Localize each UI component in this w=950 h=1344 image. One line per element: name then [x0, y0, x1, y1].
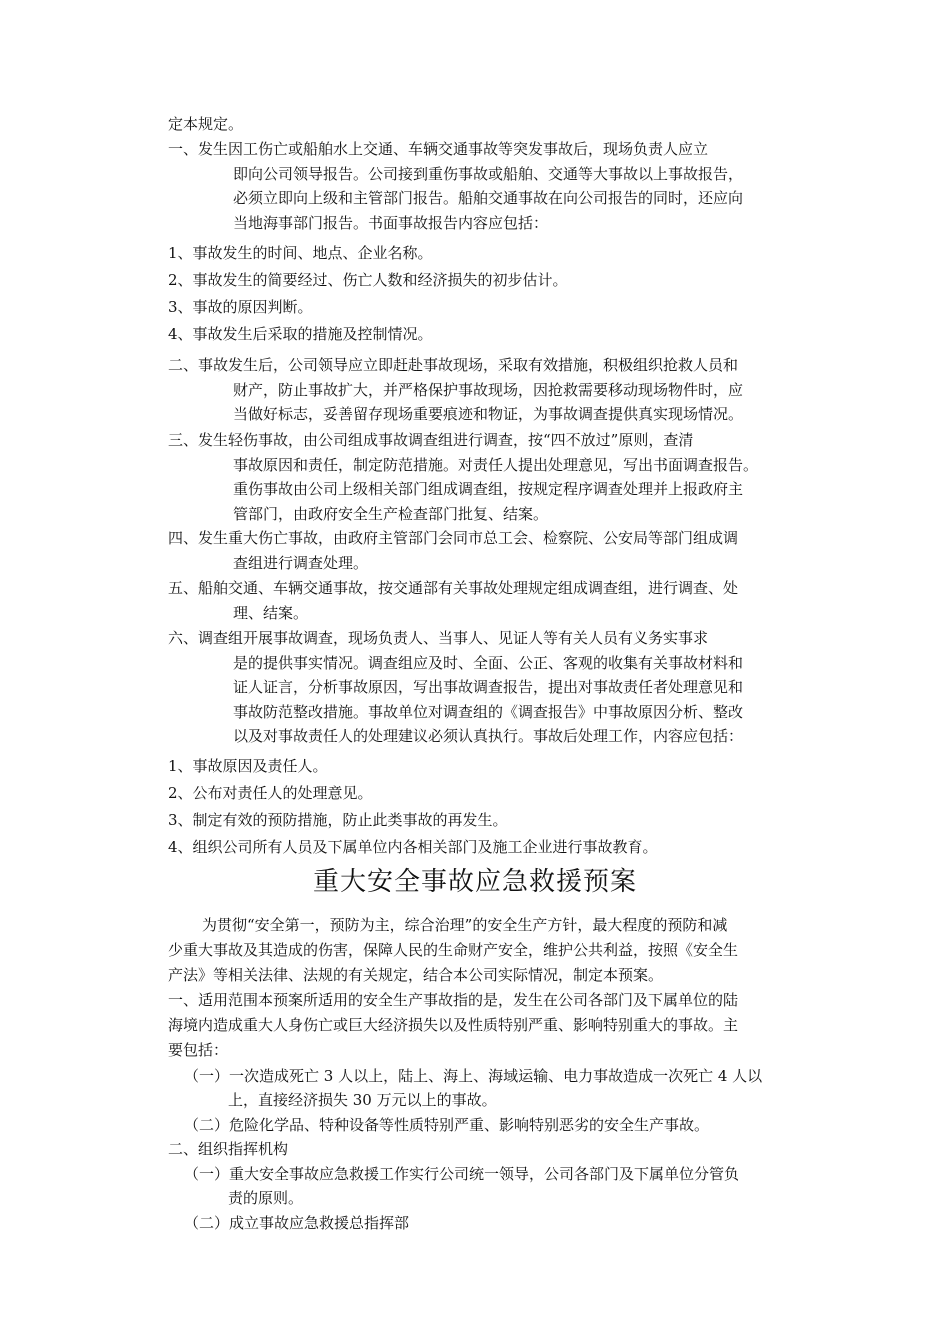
- scope-item-1: [184, 1064, 834, 1112]
- scope-item-line: （一）一次造成死亡 3 人以上，陆上、海上、海域运输、电力事故造成一次死亡 4 人以: [184, 1067, 763, 1085]
- section-title: 重大安全事故应急救援预案: [312, 867, 637, 897]
- scope-line: 一、适用范围本预案所适用的安全生产事故指的是，发生在公司各部门及下属单位的陆: [168, 991, 739, 1009]
- clause-4-line: 四、发生重大伤亡事故，由政府主管部门会同市总工会、检察院、公安局等部门组成调: [168, 529, 739, 547]
- clause-2-line: 二、事故发生后，公司领导应立即赶赴事故现场，采取有效措施，积极组织抢救人员和: [168, 356, 739, 374]
- clause-3-line: 管部门，由政府安全生产检查部门批复、结案。: [233, 504, 549, 523]
- scope-line: 海境内造成重大人身伤亡或巨大经济损失以及性质特别严重、影响特别重大的事故。主: [168, 1016, 739, 1034]
- report-item: 3、事故的原因判断。: [168, 298, 313, 316]
- org-item-1: [184, 1162, 834, 1210]
- org-item-line: （二）成立事故应急救援总指挥部: [184, 1214, 410, 1232]
- clause-3: [168, 428, 828, 526]
- aftermath-item: 4、组织公司所有人员及下属单位内各相关部门及施工企业进行事故教育。: [168, 838, 658, 856]
- preamble-line: 少重大事故及其造成的伤害，保障人民的生命财产安全，维护公共利益，按照《安全生: [168, 941, 739, 959]
- intro-tail: 定本规定。: [168, 115, 244, 133]
- clause-2-line: 当做好标志，妥善留存现场重要痕迹和物证，为事故调查提供真实现场情况。: [233, 405, 744, 423]
- aftermath-item: 2、公布对责任人的处理意见。: [168, 784, 373, 802]
- scope-item-line: 上，直接经济损失 30 万元以上的事故。: [228, 1091, 497, 1109]
- clause-2-line: 财产，防止事故扩大，并严格保护事故现场，因抢救需要移动现场物件时，应: [233, 380, 744, 399]
- clause-4-line: 查组进行调查处理。: [233, 553, 369, 572]
- clause-1-line: 必须立即向上级和主管部门报告。船舶交通事故在向公司报告的同时，还应向: [233, 189, 744, 207]
- clause-1-line: 一、发生因工伤亡或船舶水上交通、车辆交通事故等突发事故后，现场负责人应立: [168, 140, 709, 158]
- clause-5: [168, 576, 828, 625]
- clause-2: [168, 353, 828, 427]
- clause-3-line: 事故原因和责任，制定防范措施。对责任人提出处理意见，写出书面调查报告。: [233, 455, 759, 474]
- clause-1-line: 当地海事部门报告。书面事故报告内容应包括：: [233, 213, 549, 232]
- clause-6-line: 六、调查组开展事故调查，现场负责人、当事人、见证人等有关人员有义务实事求: [168, 629, 709, 647]
- clause-1-line: 即向公司领导报告。公司接到重伤事故或船舶、交通等大事故以上事故报告，: [233, 164, 744, 183]
- aftermath-item: 3、制定有效的预防措施，防止此类事故的再发生。: [168, 811, 508, 829]
- preamble-line: 为贯彻“安全第一，预防为主，综合治理”的安全生产方针，最大程度的预防和减: [202, 916, 728, 934]
- org-item-line: （一）重大安全事故应急救援工作实行公司统一领导，公司各部门及下属单位分管负: [184, 1165, 740, 1183]
- clause-1: [168, 137, 828, 235]
- clause-6-line: 是的提供事实情况。调查组应及时、全面、公正、客观的收集有关事故材料和: [233, 653, 744, 672]
- report-item: 1、事故发生的时间、地点、企业名称。: [168, 244, 433, 262]
- report-item: 2、事故发生的简要经过、伤亡人数和经济损失的初步估计。: [168, 271, 568, 289]
- clause-5-line: 理、结案。: [233, 603, 309, 622]
- scope-line: 要包括：: [168, 1041, 229, 1059]
- scope-item-2: [184, 1113, 834, 1137]
- clause-5-line: 五、船舶交通、车辆交通事故，按交通部有关事故处理规定组成调查组，进行调查、处: [168, 579, 739, 597]
- org-heading: 二、组织指挥机构: [168, 1140, 289, 1158]
- clause-6-line: 以及对事故责任人的处理建议必须认真执行。事故后处理工作，内容应包括：: [233, 727, 744, 745]
- clause-3-line: 重伤事故由公司上级相关部门组成调查组，按规定程序调查处理并上报政府主: [233, 480, 744, 498]
- report-item: 4、事故发生后采取的措施及控制情况。: [168, 325, 433, 343]
- clause-6: [168, 626, 828, 749]
- aftermath-item: 1、事故原因及责任人。: [168, 757, 328, 775]
- scope-item-line: （二）危险化学品、特种设备等性质特别严重、影响特别恶劣的安全生产事故。: [184, 1116, 710, 1134]
- clause-6-line: 事故防范整改措施。事故单位对调查组的《调查报告》中事故原因分析、整改: [233, 702, 744, 721]
- clause-6-line: 证人证言，分析事故原因，写出事故调查报告，提出对事故责任者处理意见和: [233, 678, 744, 696]
- org-item-2: [184, 1211, 834, 1235]
- clause-3-line: 三、发生轻伤事故，由公司组成事故调查组进行调查，按“四不放过”原则，查清: [168, 431, 694, 449]
- preamble-line: 产法》等相关法律、法规的有关规定，结合本公司实际情况，制定本预案。: [168, 966, 664, 984]
- clause-4: [168, 526, 828, 575]
- org-item-line: 责的原则。: [228, 1189, 304, 1207]
